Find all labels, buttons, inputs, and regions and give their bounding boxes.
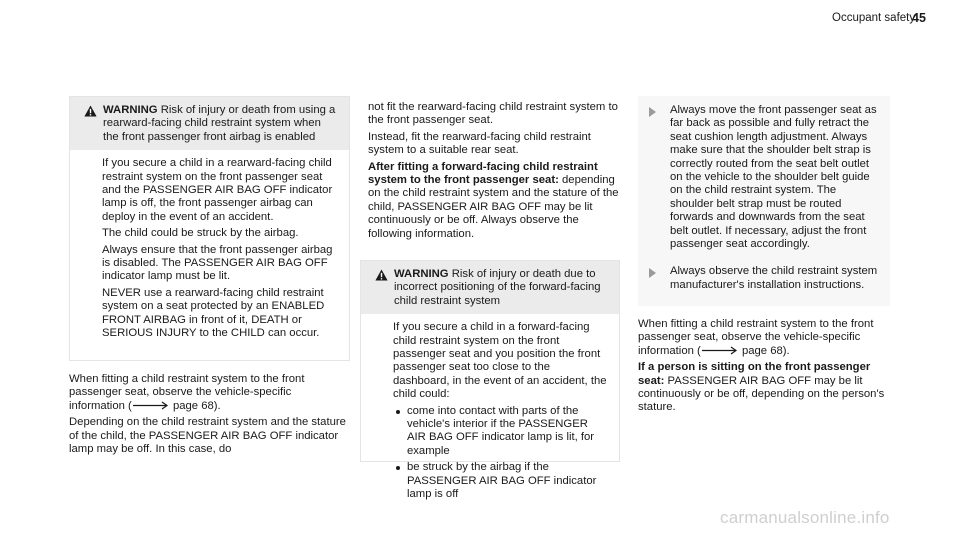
warning-label: WARNING bbox=[394, 268, 449, 280]
warning-body bbox=[70, 150, 349, 349]
warning-box-airbag-enabled bbox=[69, 96, 350, 361]
warning-paragraph: The child could be struck by the airbag. bbox=[102, 227, 299, 240]
page-reference-link[interactable]: page 68). bbox=[172, 399, 221, 412]
paragraph-indicator-lamp: Depending on the child restraint system and the stature of the child, the PASSENGER AIR BAG OFF indicator lamp may be off. In this case, do bbox=[69, 416, 346, 456]
paragraph-do-not-fit: not fit the rearward-facing child restraint system to the front passenger seat. bbox=[368, 101, 618, 127]
warning-paragraph: NEVER use a rearward-facing child restraint system on a seat protected by an ENABLED FRONT AIRBAG in front of it, DEATH or SERIOUS INJURY to the CHILD can occur. bbox=[102, 286, 325, 340]
warning-title: Risk of injury or death due to incorrect positioning of the forward-facing child restraint system bbox=[394, 268, 601, 307]
list-item bbox=[393, 461, 607, 501]
column-3-text bbox=[638, 318, 890, 418]
page-reference-link[interactable]: page 68). bbox=[741, 344, 790, 357]
paragraph-text: When fitting a child restraint system to the front passenger seat, observe the vehicle-specific information ( bbox=[69, 373, 305, 412]
page-reference-arrow-icon bbox=[132, 401, 170, 410]
bullet-icon bbox=[396, 466, 400, 470]
warning-icon bbox=[375, 269, 388, 281]
bullet-icon bbox=[396, 410, 400, 414]
instruction-step bbox=[638, 96, 890, 251]
list-item-text: be struck by the airbag if the PASSENGER AIR BAG OFF indicator lamp is off bbox=[407, 461, 597, 501]
paragraph-vehicle-info bbox=[69, 373, 350, 413]
step-play-icon bbox=[649, 107, 656, 117]
instruction-steps bbox=[638, 96, 890, 306]
warning-paragraph: Always ensure that the front passenger airbag is disabled. The PASSENGER AIR BAG OFF indicator lamp must be lit. bbox=[102, 243, 333, 283]
page-reference-arrow-icon bbox=[701, 346, 739, 355]
warning-body bbox=[361, 314, 619, 510]
warning-box-forward-facing bbox=[360, 260, 620, 501]
column-1-text bbox=[69, 373, 350, 459]
warning-intro: If you secure a child in a forward-facing child restraint system on the front passenger seat and you position the front passenger seat too close to the dashboard, in the event of an accident, the child could: bbox=[393, 321, 607, 401]
column-2-text bbox=[368, 101, 620, 244]
warning-paragraph: If you secure a child in a rearward-facing child restraint system on the front passenger seat and the PASSENGER AIR BAG OFF indicator lamp is off, the front passenger airbag can deploy in the event of an accident. bbox=[102, 157, 333, 223]
watermark-text: carmanualsonline.info bbox=[720, 508, 890, 527]
paragraph-text: When fitting a child restraint system to the front passenger seat, observe the vehicle-specific information ( bbox=[638, 318, 874, 357]
paragraph-bold-lead: After fitting a forward-facing child restraint system to the front passenger seat: bbox=[368, 160, 598, 187]
paragraph-vehicle-info bbox=[638, 318, 890, 358]
page-number: 45 bbox=[912, 11, 926, 25]
warning-label: WARNING bbox=[103, 104, 158, 116]
step-play-icon bbox=[649, 268, 656, 278]
warning-header bbox=[70, 97, 349, 150]
paragraph-bold-lead: If a person is sitting on the front passenger seat: bbox=[638, 361, 871, 387]
step-text: Always observe the child restraint system manufacturer's installation instructions. bbox=[670, 265, 878, 291]
list-item bbox=[393, 405, 607, 459]
paragraph-person-seated bbox=[638, 361, 890, 415]
paragraph-forward-facing bbox=[368, 161, 620, 241]
warning-icon bbox=[84, 105, 97, 117]
instruction-step bbox=[638, 251, 890, 292]
list-item-text: come into contact with parts of the vehicle's interior if the PASSENGER AIR BAG OFF indicator lamp is lit, for example bbox=[407, 404, 595, 457]
step-text: Always move the front passenger seat as far back as possible and fully retract the seat cushion length adjustment. Always make sure that the shoulder belt strap is correctly routed from the seat belt outlet on the vehicle to the shoulder belt guide on the child restraint system. The shoulder belt strap must be routed forwards and downwards from the seat belt outlet. If necessary, adjust the front passenger seat accordingly. bbox=[670, 104, 877, 251]
warning-bullet-list bbox=[393, 405, 607, 502]
warning-title: Risk of injury or death from using a rearward-facing child restraint system when the front passenger front airbag is enabled bbox=[103, 104, 336, 143]
running-header-section: Occupant safety bbox=[832, 12, 916, 24]
warning-header bbox=[361, 261, 619, 314]
paragraph-text: depending on the child restraint system and the stature of the child, PASSENGER AIR BAG OFF may be lit continuously or be off. Always observe the following information. bbox=[368, 174, 619, 240]
paragraph-instead: Instead, fit the rearward-facing child restraint system to a suitable rear seat. bbox=[368, 130, 591, 157]
paragraph-text: PASSENGER AIR BAG OFF may be lit continuously or be off, depending on the person's stature. bbox=[638, 374, 885, 414]
